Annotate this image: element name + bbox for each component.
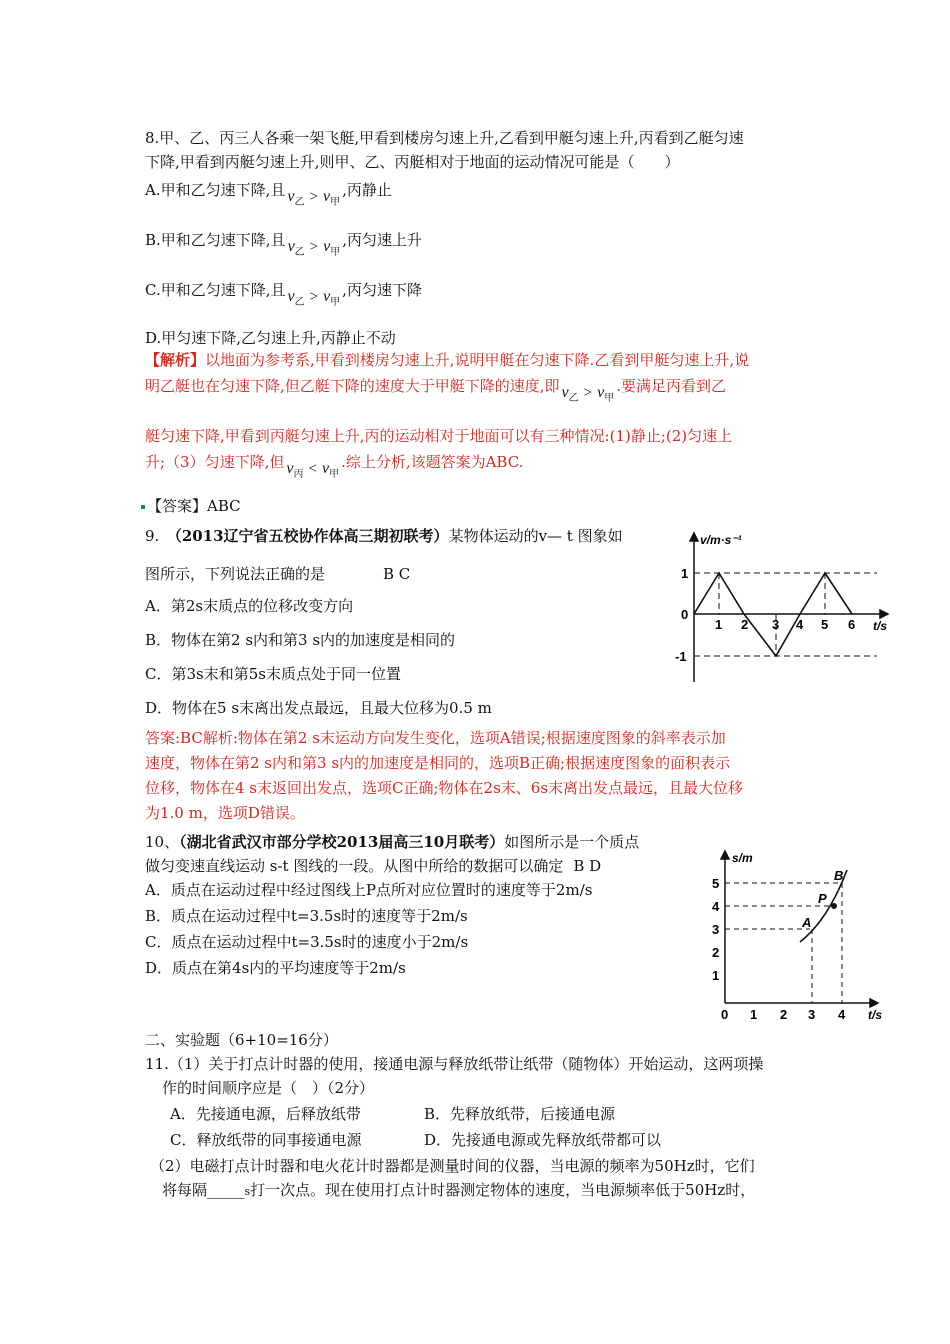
q10-xtick-2: 2	[780, 1007, 788, 1020]
q11-option-b: B．先释放纸带，后接通电源	[424, 1105, 616, 1123]
q10-label-b: B	[834, 868, 844, 883]
q9-ylabel: v/m·s⁻¹	[700, 533, 742, 547]
q10-st-graph	[700, 848, 900, 1020]
q11-part2-line2: 将每隔_____s打一次点。现在使用打点计时器测定物体的速度，当电源频率低于50Hz时，	[162, 1181, 756, 1199]
q10-point-p	[831, 903, 837, 909]
q10-option-a: A．质点在运动过程中经过图线上P点所对应位置时的速度等于2m/s	[145, 881, 593, 899]
q9-x-axis-arrow	[880, 610, 888, 618]
q9-xtick-5: 5	[821, 617, 829, 632]
q10-ylabel: s/m	[732, 851, 753, 865]
q10-xtick-1: 1	[750, 1007, 758, 1020]
q9-option-d: D．物体在5 s末离出发点最远，且最大位移为0.5 m	[145, 699, 492, 717]
q8-analysis-line4: 升;（3）匀速下降,但 $v_丙 < v_甲$.综上分析,该题答案为ABC.	[145, 453, 524, 481]
q9-ytick-1: 1	[681, 566, 689, 581]
q11-option-c: C．释放纸带的同事接通电源	[170, 1131, 362, 1149]
q10-xlabel: t/s	[868, 1008, 883, 1020]
q10-xtick-4: 4	[838, 1007, 846, 1020]
q10-y-axis-arrow	[721, 851, 729, 859]
q9-option-b: B．物体在第2 s内和第3 s内的加速度是相同的	[145, 631, 456, 649]
q8-analysis-line1: 【解析】以地面为参考系,甲看到楼房匀速上升,说明甲艇在匀速下降.乙看到甲艇匀速上升,说	[145, 351, 750, 369]
section2-title: 二、实验题（6+10=16分）	[145, 1031, 338, 1049]
q11-option-d: D．先接通电源或先释放纸带都可以	[424, 1131, 662, 1149]
q10-xtick-3: 3	[808, 1007, 816, 1020]
q11-part2-line1: （2）电磁打点计时器和电火花计时器都是测量时间的仪器，当电源的频率为50Hz时，它们	[150, 1157, 755, 1175]
q9-analysis-line4: 为1.0 m，选项D错误。	[145, 804, 305, 822]
q10-x-axis-arrow	[870, 999, 878, 1007]
q8-option-d: D.甲匀速下降,乙匀速上升,丙静止不动	[145, 329, 396, 347]
q8-option-a: A.甲和乙匀速下降,且 $v_乙 > v_甲$,丙静止	[145, 181, 392, 209]
q10-option-b: B．质点在运动过程中t=3.5s时的速度等于2m/s	[145, 907, 468, 925]
q10-ytick-2: 2	[712, 945, 720, 960]
q9-xtick-1: 1	[715, 617, 723, 632]
q9-stem-line2: 图所示，下列说法正确的是 B C	[145, 565, 411, 583]
q10-ytick-5: 5	[712, 876, 720, 891]
q10-stem-line1: 10、（湖北省武汉市部分学校2013届高三10月联考）如图所示是一个质点	[145, 833, 640, 851]
q10-stem-line2: 做匀变速直线运动 s-t 图线的一段。从图中所给的数据可以确定 B D	[145, 857, 602, 875]
q10-ytick-4: 4	[712, 899, 720, 914]
q11-blank[interactable]: _____	[207, 1181, 245, 1199]
q10-ytick-1: 1	[712, 968, 720, 983]
q9-analysis-line3: 位移，物体在4 s末返回出发点，选项C正确;物体在2s末、6s末离出发点最远，且最大位移	[145, 779, 744, 797]
q10-label-p: P	[818, 891, 827, 906]
q9-xtick-6: 6	[848, 617, 856, 632]
q8-analysis-line3: 艇匀速下降,甲看到丙艇匀速上升,丙的运动相对于地面可以有三种情况:(1)静止;(2)匀速上	[145, 427, 733, 445]
q11-option-a: A．先接通电源，后释放纸带	[170, 1105, 361, 1123]
q11-part1-line1: 11.（1）关于打点计时器的使用，接通电源与释放纸带让纸带（随物体）开始运动，这两项操	[145, 1055, 764, 1073]
q11-part1-line2: 作的时间顺序应是（ ）（2分）	[162, 1079, 375, 1097]
q9-option-a: A．第2s末质点的位移改变方向	[145, 597, 354, 615]
q8-answer: 【答案】ABC	[141, 496, 241, 516]
q9-vt-graph	[672, 530, 904, 688]
q10-ytick-3: 3	[712, 922, 720, 937]
q9-option-c: C．第3s末和第5s末质点处于同一位置	[145, 665, 401, 683]
q9-y-axis-arrow	[690, 533, 698, 541]
q10-option-d: D．质点在第4s内的平均速度等于2m/s	[145, 959, 406, 977]
q9-xtick-2: 2	[741, 617, 749, 632]
q9-ytick-0: 0	[681, 607, 689, 622]
q8-stem-line1: 8.甲、乙、丙三人各乘一架飞艇,甲看到楼房匀速上升,乙看到甲艇匀速上升,丙看到乙艇匀速	[145, 129, 744, 147]
q9-ytick-m1: -1	[675, 649, 687, 664]
q10-xtick-0: 0	[721, 1007, 729, 1020]
q9-xtick-3: 3	[772, 617, 780, 632]
q9-stem-line1: 9. （2013辽宁省五校协作体高三期初联考）某物体运动的v— t 图象如	[145, 527, 623, 545]
q9-xlabel: t/s	[873, 619, 888, 633]
q8-stem-line2: 下降,甲看到丙艇匀速上升,则甲、乙、丙艇相对于地面的运动情况可能是（ ）	[145, 153, 680, 171]
q8-option-b: B.甲和乙匀速下降,且 $v_乙 > v_甲$,丙匀速上升	[145, 231, 423, 259]
q10-option-c: C．质点在运动过程中t=3.5s时的速度小于2m/s	[145, 933, 469, 951]
q9-analysis-line2: 速度，物体在第2 s内和第3 s内的加速度是相同的，选项B正确;根据速度图象的面积表示	[145, 754, 731, 772]
q8-option-c: C.甲和乙匀速下降,且 $v_乙 > v_甲$,丙匀速下降	[145, 281, 422, 309]
q9-analysis-line1: 答案:BC解析:物体在第2 s末运动方向发生变化，选项A错误;根据速度图象的斜率表示加	[145, 729, 726, 747]
q9-xtick-4: 4	[796, 617, 804, 632]
q8-analysis-line2: 明乙艇也在匀速下降,但乙艇下降的速度大于甲艇下降的速度,即 $v_乙 > v_甲$.要满足丙看到乙	[145, 377, 727, 405]
q10-label-a: A	[802, 915, 812, 930]
